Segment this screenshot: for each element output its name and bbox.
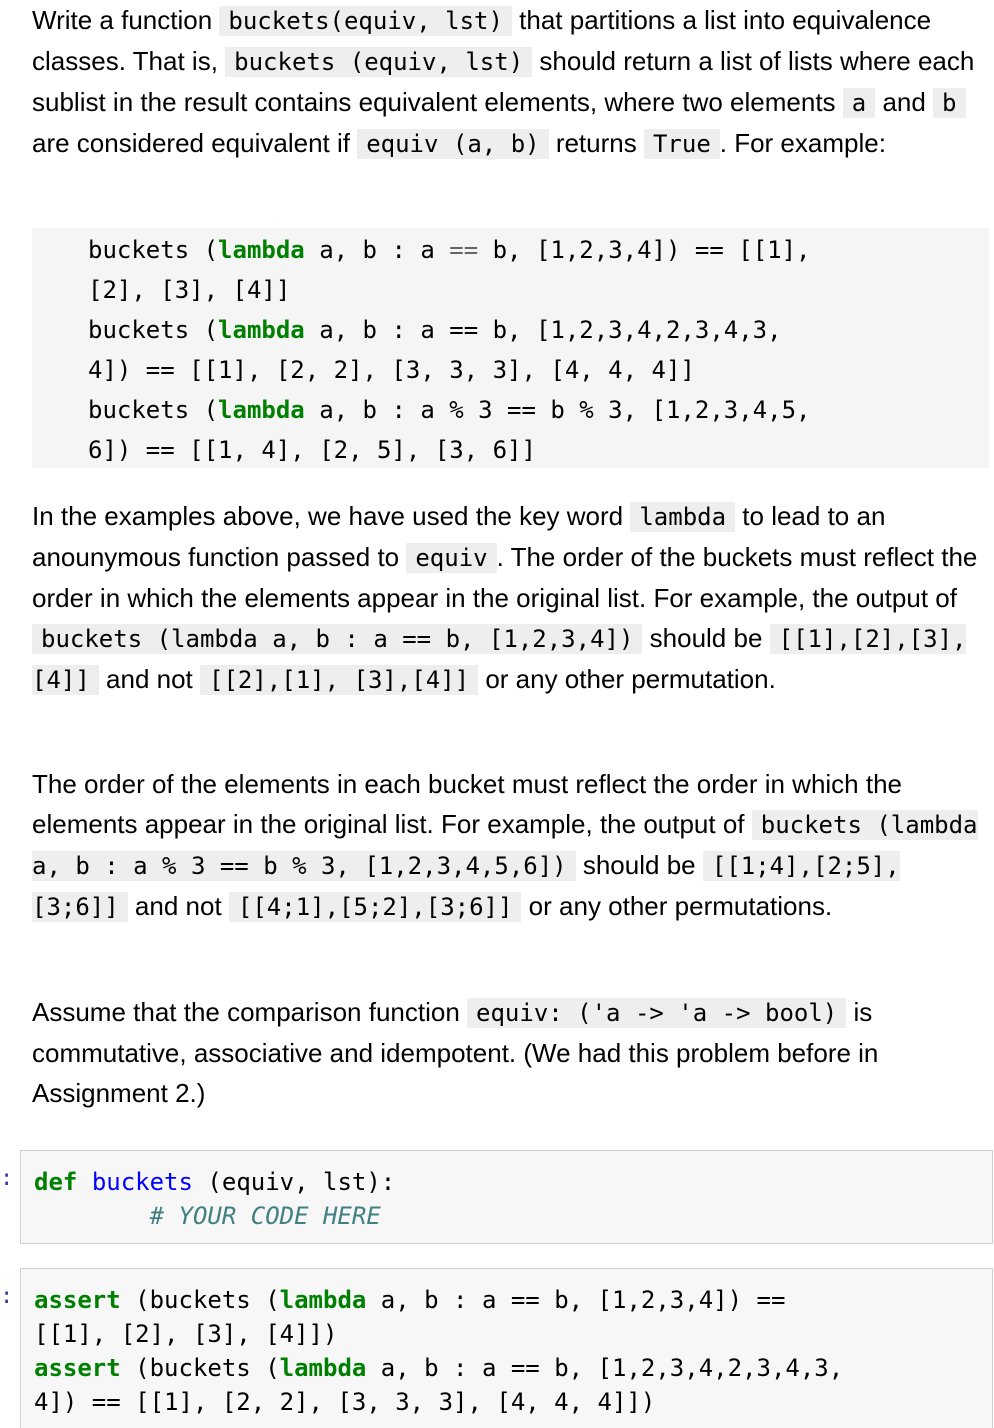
inline-code: [[1;4],[2;5],[3;6]] xyxy=(32,852,900,921)
text: . The order of the buckets must reflect the order in which the elements appear in the original list. For example, the output of xyxy=(32,542,978,613)
text: should be xyxy=(575,850,703,880)
text: that partitions a list into equivalence classes. That is, xyxy=(32,5,932,76)
cell-prompt: : xyxy=(0,1166,14,1191)
inline-code: [[4;1],[5;2],[3;6]] xyxy=(229,892,522,922)
text: to lead to an anounymous function passed to xyxy=(32,501,886,572)
code-cell-solution[interactable] xyxy=(20,1150,993,1244)
text: Assume that the comparison function xyxy=(32,997,468,1027)
inline-code: buckets (lambda a, b : a % 3 == b % 3, [1,2,3,4,5,6]) xyxy=(32,811,978,880)
text: . For example: xyxy=(719,128,886,158)
inline-code: buckets (lambda a, b : a == b, [1,2,3,4]) xyxy=(32,624,642,654)
cell-source[interactable]: assert (buckets (lambda a, b : a == b, [1,2,3,4]) == [[1], [2], [3], [4]]) assert (buckets (lambda a, b : a == b, [1,2,3,4,2,3,4,3, 4]) == [[1], [2, 2], [3, 3, 3], [4, 4, 4]]) xyxy=(34,1286,844,1416)
inline-code: [[1],[2],[3],[4]] xyxy=(32,625,967,694)
inline-code: buckets (equiv, lst) xyxy=(225,47,532,77)
order-of-elements-paragraph xyxy=(32,764,987,927)
inline-code: equiv: ('a -> 'a -> bool) xyxy=(467,998,846,1028)
text: or any other permutations. xyxy=(521,891,833,921)
text: are considered equivalent if xyxy=(32,128,358,158)
order-of-buckets-paragraph xyxy=(32,496,987,700)
cell-source[interactable]: def buckets (equiv, lst): # YOUR CODE HERE xyxy=(34,1168,396,1230)
code-cell-tests[interactable] xyxy=(20,1268,993,1428)
text: In the examples above, we have used the key word xyxy=(32,501,631,531)
inline-code: equiv (a, b) xyxy=(357,129,548,159)
inline-code: True xyxy=(644,129,720,159)
inline-code: [[2],[1], [3],[4]] xyxy=(200,665,478,695)
text: should be xyxy=(642,623,770,653)
inline-code: equiv xyxy=(406,543,496,573)
example-code-block xyxy=(32,228,989,468)
assumption-paragraph xyxy=(32,992,987,1113)
inline-code: buckets(equiv, lst) xyxy=(219,6,512,36)
example-code: buckets (lambda a, b : a == b, [1,2,3,4]) == [[1], [2], [3], [4]] buckets (lambda a, b : a == b, [1,2,3,4,2,3,4,3, 4]) == [[1], [2, 2], [3, 3, 3], [4, 4, 4]] buckets (lambda a, b : a % 3 == b % 3, [1,2,3,4,5, 6]) == [[1, 4], [2, 5], [3, 6]] xyxy=(88,236,811,464)
text: and not xyxy=(98,664,200,694)
text: or any other permutation. xyxy=(478,664,776,694)
text: and not xyxy=(127,891,229,921)
cell-prompt: : xyxy=(0,1284,14,1309)
inline-code: b xyxy=(933,88,965,118)
text: The order of the elements in each bucket must reflect the order in which the elements appear in the original list. For example, the output of xyxy=(32,769,903,839)
inline-code: a xyxy=(843,88,875,118)
intro-paragraph xyxy=(32,0,987,164)
text: returns xyxy=(548,128,644,158)
text: should return a list of lists where each sublist in the result contains equivalent elements, where two elements xyxy=(32,46,975,117)
text: is commutative, associative and idempotent. (We had this problem before in Assignment 2.) xyxy=(32,997,879,1108)
inline-code: lambda xyxy=(630,502,735,532)
text: and xyxy=(875,87,934,117)
text: Write a function xyxy=(32,5,220,35)
